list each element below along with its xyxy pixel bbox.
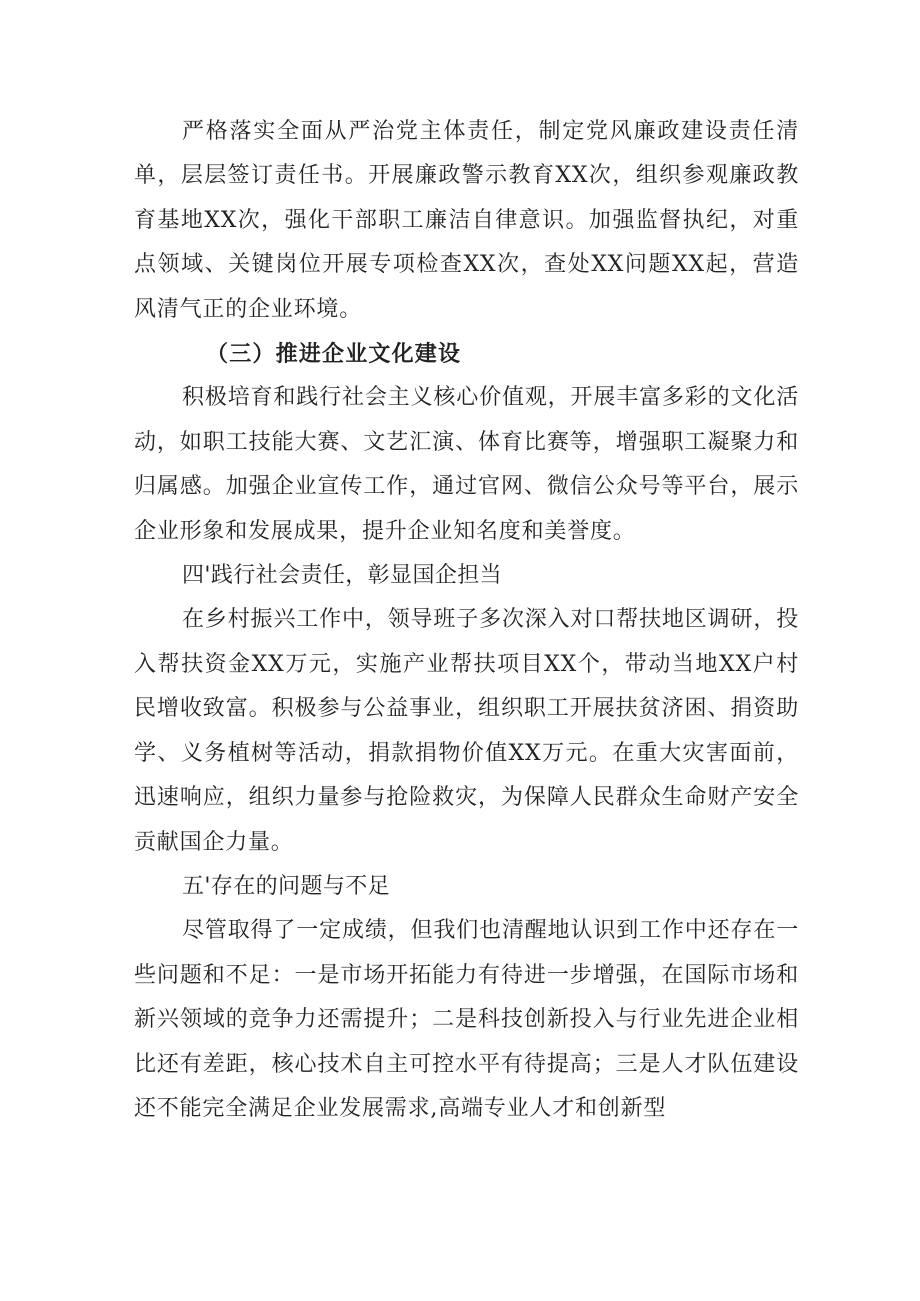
subheading-corporate-culture: （三）推进企业文化建设 <box>206 341 462 368</box>
document-body <box>134 110 799 1131</box>
paragraph-discipline: 严格落实全面从严治党主体责任，制定党风廉政建设责任清单，层层签订责任书。开展廉政警示教育XX次，组织参观廉政教育基地XX次，强化干部职工廉洁自律意识。加强监督执纪，对重点领域、关键岗位开展专项检查XX次，查处XX问题XX起，营造风清气正的企业环境。 <box>134 119 799 322</box>
paragraph-social-responsibility: 在乡村振兴工作中，领导班子多次深入对口帮扶地区调研，投入帮扶资金XX万元，实施产业帮扶项目XX个，带动当地XX户村民增收致富。积极参与公益事业，组织职工开展扶贫济困、捐资助学、义务植树等活动，捐款捐物价值XX万元。在重大灾害面前，迅速响应，组织力量参与抢险救灾，为保障人民群众生命财产安全贡献国企力量。 <box>134 607 799 855</box>
paragraph-culture: 积极培育和践行社会主义核心价值观，开展丰富多彩的文化活动，如职工技能大赛、文艺汇演、体育比赛等，增强职工凝聚力和归属感。加强企业宣传工作，通过官网、微信公众号等平台，展示企业形象和发展成果，提升企业知名度和美誉度。 <box>134 385 799 544</box>
heading-problems: 五'存在的问题与不足 <box>182 873 391 899</box>
paragraph-problems: 尽管取得了一定成绩，但我们也清醒地认识到工作中还存在一些问题和不足：一是市场开拓能力有待进一步增强，在国际市场和新兴领域的竞争力还需提升；二是科技创新投入与行业先进企业相比还有差距，核心技术自主可控水平有待提高；三是人才队伍建设还不能完全满足企业发展需求,高端专业人才和创新型 <box>134 918 799 1121</box>
heading-social-responsibility: 四'践行社会责任，彰显国企担当 <box>182 563 503 589</box>
